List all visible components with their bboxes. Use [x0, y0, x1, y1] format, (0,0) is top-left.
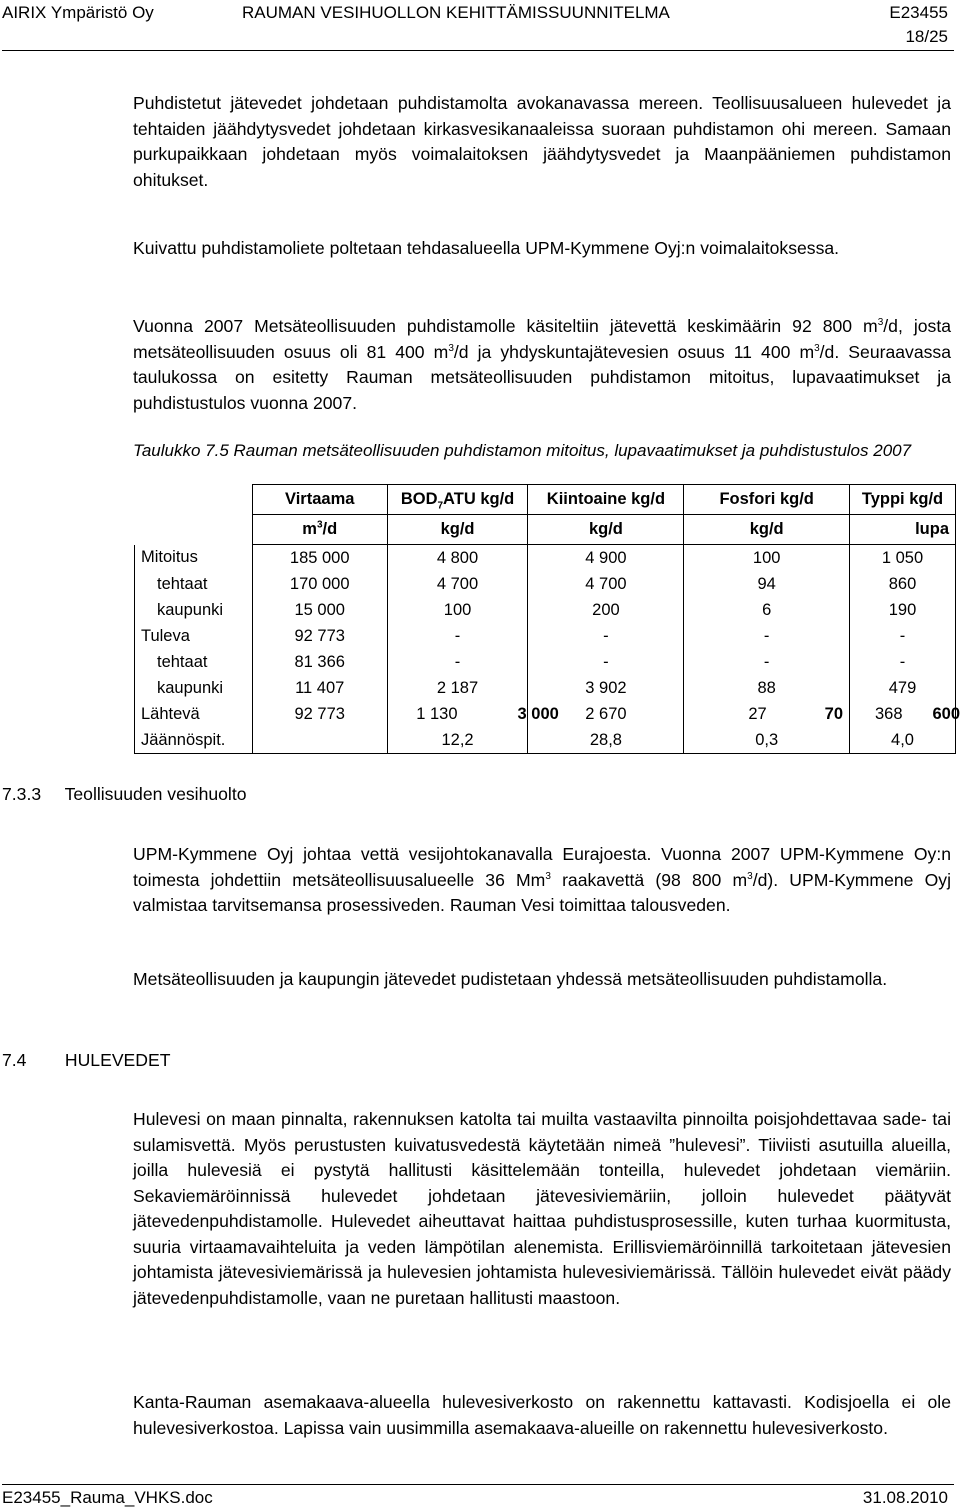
unit-bod: kg/d — [387, 515, 528, 545]
footer-filename: E23455_Rauma_VHKS.doc — [2, 1488, 213, 1507]
table-row — [135, 727, 956, 754]
header-kiintoaine: Kiintoaine kg/d — [528, 485, 684, 515]
cell-n: 190 — [850, 597, 956, 623]
text-part: raakavettä (98 800 m — [550, 869, 748, 890]
table-row — [135, 675, 956, 701]
cell-ss: - — [528, 623, 684, 649]
table-row — [135, 623, 956, 649]
lupa-p: 70 — [824, 704, 844, 723]
cell-p: 6 — [684, 597, 850, 623]
cell-ss: 4 900 — [528, 545, 684, 572]
cell-bod: 4 800 — [387, 545, 528, 572]
paragraph-text: Metsäteollisuuden ja kaupungin jätevedet pudistetaan yhdessä metsäteollisuuden puhdistamolla. — [133, 969, 888, 989]
treatment-table — [134, 484, 960, 754]
cell-bod: 100 — [387, 597, 528, 623]
row-label: Tuleva — [135, 623, 253, 649]
cell-bod: 12,2 — [387, 727, 528, 754]
paragraph-text: Kanta-Rauman asemakaava-alueella hulevesiverkosto on rakennettu kattavasti. Kodisjoella ei ole hulevesiverkostoa. Lapissa vain uusimmilla asemakaava-alueille on rakennettu hulevesiverkosto. — [133, 1392, 951, 1438]
row-label: tehtaat — [135, 649, 253, 675]
section-title: Teollisuuden vesihuolto — [64, 784, 247, 804]
paragraph-text — [133, 842, 951, 919]
section-number: 7.4 — [2, 1050, 27, 1070]
unit-ss: kg/d — [528, 515, 684, 545]
text-part: /d, josta metsäteollisuuden osuus oli 81 400 m — [133, 316, 951, 362]
page-footer — [2, 1488, 954, 1508]
cell-ss: 200 — [528, 597, 684, 623]
text-part: UPM-Kymmene Oyj johtaa vettä vesijohtokanavalla Eurajoesta. Vuonna 2007 UPM-Kymmene Oy:n toimesta johdettiin metsäteollisuusalueelle 36 Mm — [133, 844, 951, 890]
table-caption: Taulukko 7.5 Rauman metsäteollisuuden puhdistamon mitoitus, lupavaatimukset ja puhdistustulos 2007 — [133, 441, 912, 460]
text-part: ATU kg/d — [443, 490, 515, 508]
cell-flow: 11 407 — [252, 675, 387, 701]
unit-flow — [252, 515, 387, 545]
paragraph-text — [133, 314, 951, 416]
lupa-n: 600 — [932, 704, 960, 723]
document-title: RAUMAN VESIHUOLLON KEHITTÄMISSUUNNITELMA — [242, 3, 670, 22]
document-id: E23455 — [889, 3, 948, 22]
lupa-bod: 3 000 — [517, 704, 559, 723]
paragraph-stormwater-network — [133, 1390, 951, 1441]
cell-bod — [387, 701, 559, 727]
cell-p: 100 — [684, 545, 850, 572]
text-part: /d. Seuraavassa taulukossa on esitetty Rauman metsäteollisuuden puhdistamon mitoitus, lupavaatimukset ja puhdistustulos vuonna 2007. — [133, 341, 951, 413]
page-number: 18/25 — [905, 27, 948, 46]
paragraph-text: Puhdistetut jätevedet johdetaan puhdistamolta avokanavassa mereen. Teollisuusalueen hulevedet ja tehtaiden jäähdytysvedet johdetaan kirkasvesikanaaleissa suoraan puhdistamon ohi mereen. Samaan purkupaikkaan johdetaan myös voimalaitoksen jäähdytysvedet ja Maanpääniemen puhdistamon ohitukset. — [133, 93, 951, 190]
footer-divider — [2, 1484, 954, 1485]
header-bod — [387, 485, 528, 515]
cell-value: 27 — [748, 704, 767, 723]
table-row — [135, 545, 956, 572]
header-divider — [2, 50, 954, 51]
header-typpi: Typpi kg/d — [850, 485, 956, 515]
unit-p: kg/d — [684, 515, 850, 545]
paragraph-joint-treatment — [133, 967, 951, 993]
row-label: Jäännöspit. — [135, 727, 253, 754]
row-label: kaupunki — [135, 597, 253, 623]
cell-n — [850, 701, 960, 727]
superscript: 3 — [877, 317, 884, 329]
empty-cell — [135, 515, 253, 545]
row-label: Mitoitus — [135, 545, 253, 572]
section-title: HULEVEDET — [64, 1050, 171, 1070]
cell-value: 1 130 — [416, 704, 458, 723]
cell-ss: 2 670 — [528, 701, 684, 727]
table-row — [135, 701, 956, 727]
company-name: AIRIX Ympäristö Oy — [2, 3, 154, 22]
table-row — [135, 571, 956, 597]
superscript: 3 — [448, 342, 454, 354]
cell-flow: 92 773 — [252, 701, 387, 727]
cell-bod: 4 700 — [387, 571, 528, 597]
cell-n: - — [850, 623, 956, 649]
table-row — [135, 597, 956, 623]
cell-ss: 28,8 — [528, 727, 684, 754]
cell-flow: 81 366 — [252, 649, 387, 675]
cell-value: 368 — [874, 704, 903, 723]
paragraph-text: Hulevesi on maan pinnalta, rakennuksen katolta tai muilta vastaavilta pinnoilta poisjohdettavaa sade- tai sulamisvettä. Myös perustusten kuivatusvedestä käytetään nimeä ”hulevesi”. Tiiviisti asutuilla alueilla, joilla hulevesiä ei pystytä hallitusti käsittelemään tonteilla, hulevedet johdetaan viemäriin. Sekaviemäröinnissä hulevedet johdetaan jätevesiviemäriin, jolloin hulevedet päätyvät jätevedenpuhdistamolle. Hulevedet aiheuttavat haittaa puhdistusprosessille, kuten turhaa kuormitusta, suuria virtaamavaihteluita ja veden lämpötilan alenemista. Erillisviemäröinnillä tarkoitetaan jätevesien johtamista jätevesiviemärissä ja hulevesien johtamista hulevesiviemärissä. Tällöin hulevedet eivät päädy jätevedenpuhdistamolle, vaan ne puretaan hallitusti maastoon. — [133, 1109, 951, 1308]
unit-lupa: lupa — [850, 515, 956, 545]
section-heading-74 — [2, 1050, 170, 1071]
cell-n: 479 — [850, 675, 956, 701]
table-units-row — [135, 515, 956, 545]
cell-p: 88 — [684, 675, 850, 701]
paragraph-sludge — [133, 236, 951, 262]
cell-flow — [252, 727, 387, 754]
cell-ss: - — [528, 649, 684, 675]
row-label: tehtaat — [135, 571, 253, 597]
cell-p — [684, 701, 850, 727]
cell-bod: - — [387, 623, 528, 649]
subscript: 7 — [437, 500, 444, 512]
cell-flow: 92 773 — [252, 623, 387, 649]
cell-ss: 4 700 — [528, 571, 684, 597]
cell-bod: 2 187 — [387, 675, 528, 701]
row-label: kaupunki — [135, 675, 253, 701]
superscript: 3 — [316, 519, 323, 531]
text-part: /d). UPM-Kymmene Oyj valmistaa tarvitsemansa prosessiveden. Rauman Vesi toimittaa talousveden. — [133, 869, 951, 915]
table-header-row — [135, 485, 956, 515]
cell-p: 94 — [684, 571, 850, 597]
header-virtaama: Virtaama — [252, 485, 387, 515]
text-part: BOD — [400, 490, 438, 508]
cell-n: 4,0 — [850, 727, 956, 754]
section-number: 7.3.3 — [2, 784, 42, 804]
table-row — [135, 649, 956, 675]
empty-cell — [135, 485, 253, 515]
paragraph-wastewater-discharge — [133, 91, 951, 193]
text-part: /d ja yhdyskuntajätevesien osuus 11 400 m — [453, 341, 815, 362]
cell-n: 860 — [850, 571, 956, 597]
page-header — [2, 3, 954, 47]
paragraph-stormwater — [133, 1107, 951, 1311]
cell-p: - — [684, 649, 850, 675]
cell-p: - — [684, 623, 850, 649]
paragraph-text: Kuivattu puhdistamoliete poltetaan tehdasalueella UPM-Kymmene Oyj:n voimalaitoksessa. — [133, 238, 840, 258]
cell-flow: 170 000 — [252, 571, 387, 597]
cell-flow: 15 000 — [252, 597, 387, 623]
superscript: 3 — [545, 870, 551, 882]
cell-n: - — [850, 649, 956, 675]
footer-date: 31.08.2010 — [862, 1488, 948, 1507]
table-body — [135, 545, 960, 754]
cell-p: 0,3 — [684, 727, 850, 754]
header-fosfori: Fosfori kg/d — [684, 485, 850, 515]
cell-n: 1 050 — [850, 545, 956, 572]
paragraph-industrial-water — [133, 842, 951, 919]
text-part: Vuonna 2007 Metsäteollisuuden puhdistamolle käsiteltiin jätevettä keskimäärin 92 800 m — [133, 316, 878, 336]
superscript: 3 — [747, 870, 753, 882]
paragraph-treatment-2007 — [133, 314, 951, 416]
cell-bod: - — [387, 649, 528, 675]
cell-flow: 185 000 — [252, 545, 387, 572]
row-label: Lähtevä — [135, 701, 253, 727]
superscript: 3 — [814, 342, 820, 354]
section-heading-733 — [2, 784, 247, 805]
text-part: /d — [322, 520, 338, 538]
text-part: m — [302, 520, 317, 538]
cell-ss: 3 902 — [528, 675, 684, 701]
